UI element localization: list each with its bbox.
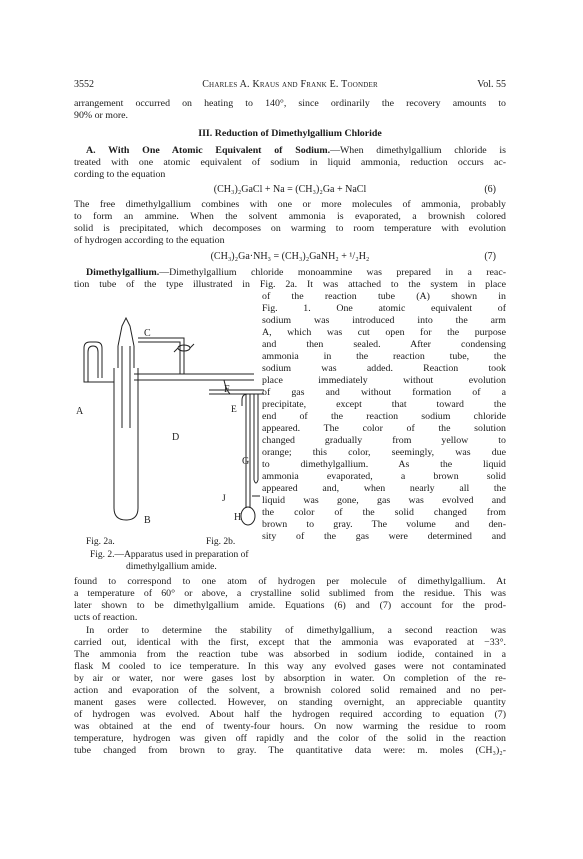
body-line: manent gases were collected. However, on standing overnight, an appreciable quantity: [74, 697, 506, 708]
subsection-label: A. With One Atomic Equivalent of Sodium.: [86, 145, 331, 156]
side-line: changed gradually from yellow to: [262, 435, 506, 446]
body-line: of hydrogen was evolved. About half the hydrogen required according to equation (7): [74, 709, 506, 720]
header-volume: Vol. 55: [477, 79, 506, 90]
side-line: of the reaction tube (A) shown in: [262, 291, 506, 302]
figure-caption: dimethylgallium amide.: [126, 562, 217, 572]
side-line: appeared. The color of the solution: [262, 423, 506, 434]
body-line: carried out, identical with the first, except that the ammonia was evaporated at −33°.: [74, 637, 506, 648]
intro-line: 90% or more.: [74, 110, 129, 121]
subsection-text: —When dimethylgallium chloride is: [330, 145, 506, 156]
body-line: temperature, hydrogen was given off rapidly and the color of the solid in the reaction: [74, 733, 506, 744]
tube-e-end: [254, 480, 258, 483]
label-c: C: [144, 328, 151, 339]
label-b: B: [144, 515, 151, 526]
side-arm-c: [138, 338, 184, 374]
side-line: precipitate, except that toward the: [262, 399, 506, 410]
equation-number: (6): [484, 184, 496, 195]
equation-formula: (CH₃)₂GaCl + Na = (CH₃)₂Ga + NaCl: [213, 184, 367, 195]
body-line: of hydrogen according to the equation: [74, 235, 225, 246]
side-arm: [134, 374, 254, 380]
side-line: A, which was cut open for the purpose: [262, 327, 506, 338]
side-line: orange; this color, seemingly, was due: [262, 447, 506, 458]
intro-line: arrangement occurred on heating to 140°, since ordinarily the recovery amounts to: [74, 98, 506, 109]
body-line: In order to determine the stability of dimethylgallium, a second reaction was: [86, 625, 506, 636]
side-line: ammonia in the reaction tube, the: [262, 351, 506, 362]
para-first-line: [74, 267, 506, 279]
side-line: and then sealed. After condensing: [262, 339, 506, 350]
sealed-tip: [118, 318, 134, 346]
equation-number: (7): [484, 251, 496, 262]
label-a: A: [76, 406, 84, 417]
label-j: J: [222, 494, 226, 504]
side-line: appeared and, when nearly all the: [262, 483, 506, 494]
body-line: tube changed from brown to gray. The quantitative data were: m. moles (CH₃)₂-: [74, 745, 506, 756]
para-label: Dimethylgallium.: [86, 267, 160, 278]
label-e: E: [231, 405, 237, 415]
tube-g-bend: [242, 394, 248, 406]
apparatus-diagram: [74, 308, 264, 538]
body-line: a temperature of 60° or above, a crystalline solid sublimed from the residue. This was: [74, 588, 506, 599]
body-line: was obtained at the end of twenty-four hours. On now warming the residue to room: [74, 721, 506, 732]
apparatus-figure: [74, 308, 264, 538]
body-line: tion tube of the type illustrated in Fig. 2a. It was attached to the system in place: [74, 279, 506, 290]
body-line: action and evaporation of the solvent, a brownish colored solid remained and no per-: [74, 685, 506, 696]
tube-e: [254, 394, 258, 480]
side-line: end of the reaction sodium chloride: [262, 411, 506, 422]
running-header: [74, 79, 506, 93]
reaction-tube-b: [114, 368, 138, 520]
side-line: brown to gray. The volume and den-: [262, 519, 506, 530]
body-line: by air or water, nor were gases lost by absorption in water. On completion of the re-: [74, 673, 506, 684]
side-line: Fig. 1. One atomic equivalent of: [262, 303, 506, 314]
figure-2b-label: Fig. 2b.: [206, 537, 236, 547]
body-line: The free dimethylgallium combines with one or more molecules of ammonia, probably: [74, 199, 506, 210]
arm-a-inner: [88, 346, 98, 382]
side-line: the color of the solid changed from: [262, 507, 506, 518]
inner-tube-d: [122, 346, 130, 428]
figure-caption: Fig. 2.—Apparatus used in preparation of: [90, 550, 249, 560]
page-number: 3552: [74, 79, 94, 90]
bulb-h: [241, 507, 255, 525]
body-line: flask M cooled to ice temperature. In this way any evolved gases were not contaminated: [74, 661, 506, 672]
side-line: place immediately without evolution: [262, 375, 506, 386]
body-line: treated with one atomic equivalent of sodium in liquid ammonia, reduction occurs ac-: [74, 157, 506, 168]
body-line: cording to the equation: [74, 169, 166, 180]
equation-formula: (CH₃)₂Ga·NH₃ = (CH₃)₂GaNH₂ + ¹/₂H₂: [210, 251, 370, 262]
body-line: found to correspond to one atom of hydrogen per molecule of dimethylgallium. At: [74, 576, 506, 587]
section-title: III. Reduction of Dimethylgallium Chloride: [198, 128, 382, 139]
body-line: solid is precipitated, which decomposes on warming to room temperature with evolution: [74, 223, 506, 234]
label-f: F: [224, 384, 230, 395]
label-g: G: [242, 456, 250, 467]
side-line: ammonia evaporated, a brown solid: [262, 471, 506, 482]
body-line: later shown to be dimethylgallium amide. Equations (6) and (7) account for the prod-: [74, 600, 506, 611]
para-text: —Dimethylgallium chloride monoammine was prepared in a reac-: [159, 267, 506, 278]
header-authors: Charles A. Kraus and Frank E. Toonder: [202, 79, 378, 90]
side-line: liquid was gone, gas was evolved and: [262, 495, 506, 506]
body-line: to form an ammine. When the solvent ammonia is evaporated, a brownish colored: [74, 211, 506, 222]
side-line: of gas and without formation of a: [262, 387, 506, 398]
tube-e-top: [209, 390, 264, 394]
side-line: sodium was introduced into the arm: [262, 315, 506, 326]
side-line: sity of the gas were determined and: [262, 531, 506, 542]
label-h: H: [234, 512, 242, 523]
label-d: D: [172, 432, 180, 443]
body-line: The ammonia from the reaction tube was absorbed in sodium iodide, contained in a: [74, 649, 506, 660]
tube-g: [246, 394, 250, 498]
side-line: to dimethylgallium. As the liquid: [262, 459, 506, 470]
body-line: ucts of reaction.: [74, 612, 138, 623]
subsection-first-line: [74, 145, 506, 157]
side-line: sodium was added. Reaction took: [262, 363, 506, 374]
figure-2a-label: Fig. 2a.: [86, 537, 115, 547]
